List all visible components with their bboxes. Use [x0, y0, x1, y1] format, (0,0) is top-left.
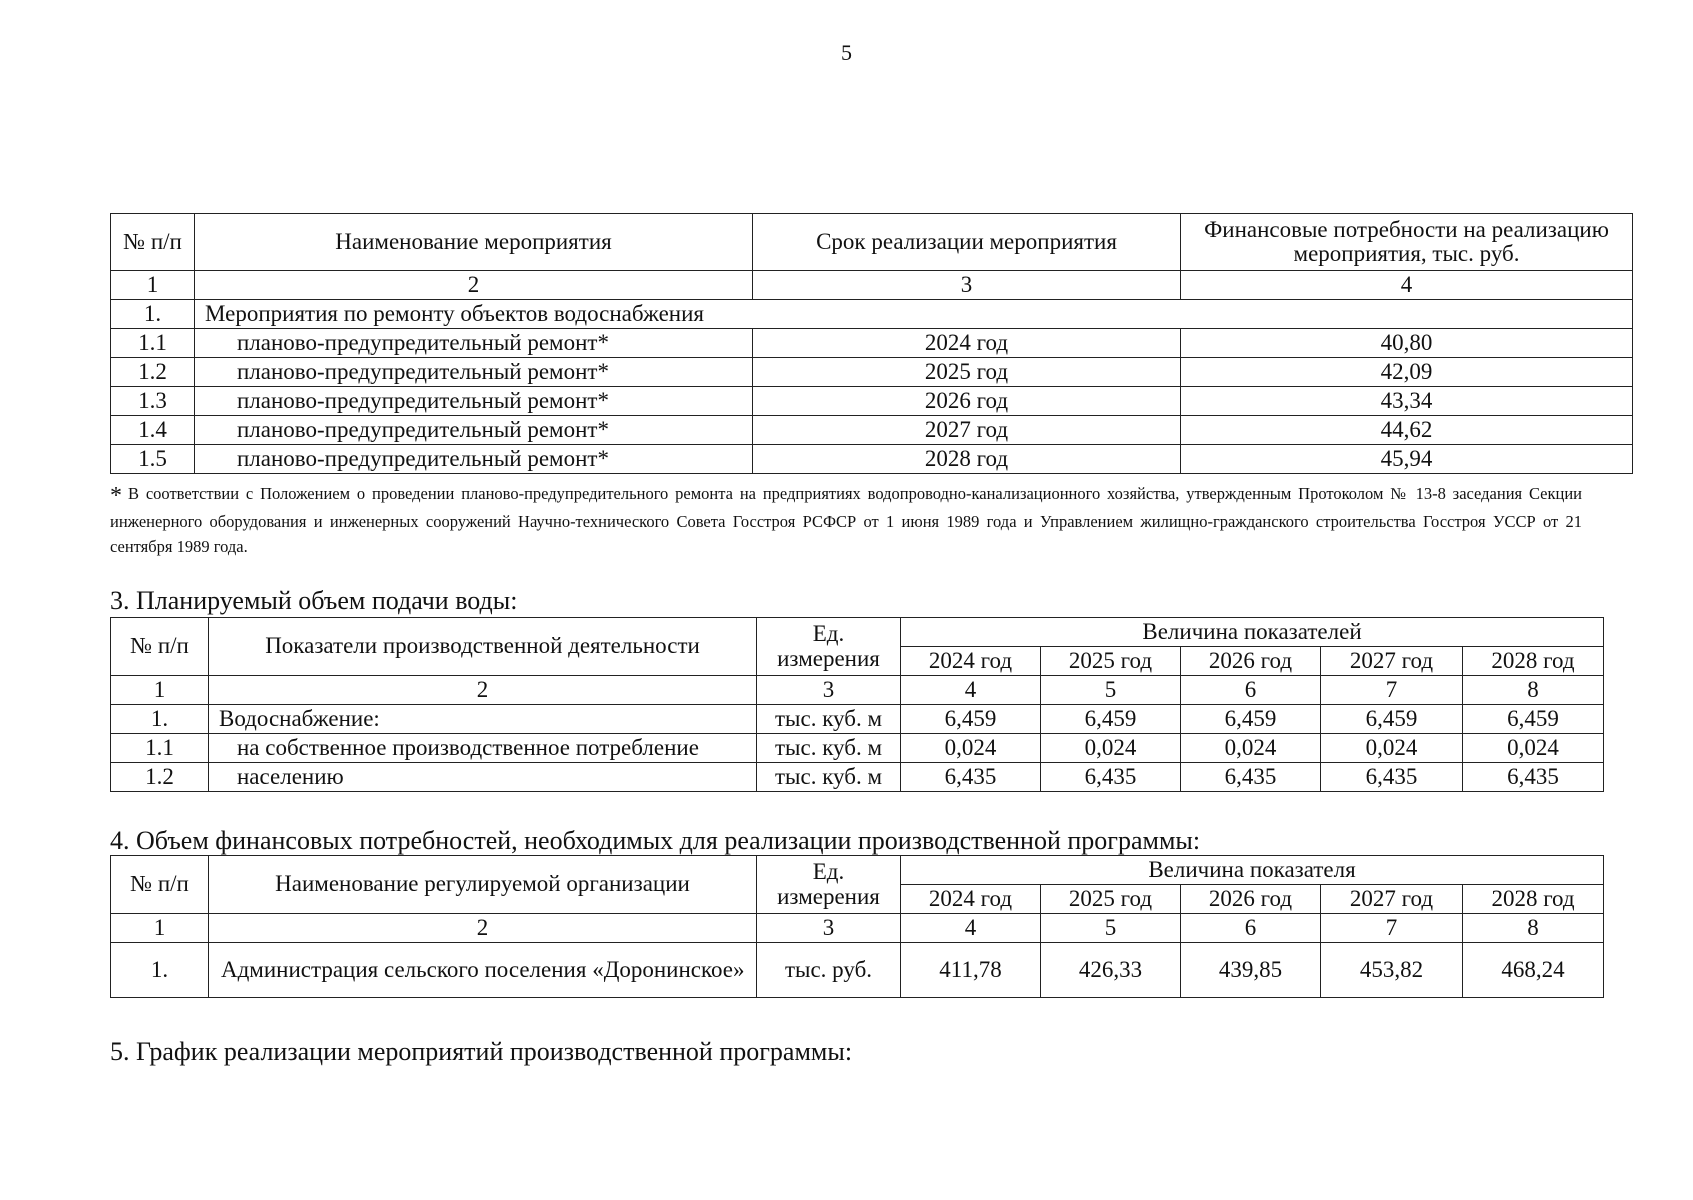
- row-value: 6,459: [1463, 705, 1604, 734]
- row-value: 453,82: [1321, 943, 1463, 998]
- table-row: [111, 705, 1604, 734]
- row-term: 2027 год: [753, 416, 1181, 445]
- row-value: 6,459: [1321, 705, 1463, 734]
- row-value: 6,435: [901, 763, 1041, 792]
- row-name: Водоснабжение:: [209, 705, 757, 734]
- row-term: 2026 год: [753, 387, 1181, 416]
- row-value: 0,024: [1321, 734, 1463, 763]
- row-name: планово-предупредительный ремонт*: [195, 329, 753, 358]
- section-num: 1.: [111, 300, 195, 329]
- col-number: 1: [111, 914, 209, 943]
- row-value: 6,435: [1181, 763, 1321, 792]
- row-value: 0,024: [901, 734, 1041, 763]
- header-year: 2024 год: [901, 885, 1041, 914]
- col-number: 8: [1463, 676, 1604, 705]
- col-number: 5: [1041, 676, 1181, 705]
- row-name: планово-предупредительный ремонт*: [195, 445, 753, 474]
- page-number: 5: [841, 40, 852, 65]
- row-num: 1.2: [111, 358, 195, 387]
- row-value: 6,459: [1181, 705, 1321, 734]
- header-year: 2028 год: [1463, 647, 1604, 676]
- row-num: 1.3: [111, 387, 195, 416]
- table-row: [111, 416, 1633, 445]
- row-num: 1.2: [111, 763, 209, 792]
- row-unit: тыс. руб.: [757, 943, 901, 998]
- col-number: 1: [111, 271, 195, 300]
- col-number: 1: [111, 676, 209, 705]
- col-number: 3: [753, 271, 1181, 300]
- row-term: 2028 год: [753, 445, 1181, 474]
- table-header-row: [111, 214, 1633, 271]
- row-name: на собственное производственное потребление: [209, 734, 757, 763]
- header-year: 2026 год: [1181, 647, 1321, 676]
- row-num: 1.: [111, 943, 209, 998]
- footnote-text: В соответствии с Положением о проведении планово-предупредительного ремонта на предприятиях водопроводно-канализационного хозяйства, утвержденным Протоколом № 13-8 заседания Секции инженерного оборудования и инженерных сооружений Научно-технического Совета Госстроя РСФСР от 1 июня 1989 года и Управлением жилищно-гражданского строительства Госстроя УССР от 21 сентября 1989 года.: [110, 484, 1582, 556]
- row-num: 1.1: [111, 329, 195, 358]
- header-year: 2027 год: [1321, 647, 1463, 676]
- col-number: 7: [1321, 914, 1463, 943]
- header-year: 2028 год: [1463, 885, 1604, 914]
- col-number: 8: [1463, 914, 1604, 943]
- col-number: 5: [1041, 914, 1181, 943]
- table-row: [111, 358, 1633, 387]
- col-number: 3: [757, 676, 901, 705]
- col-number: 7: [1321, 676, 1463, 705]
- row-value: 439,85: [1181, 943, 1321, 998]
- header-name: Показатели производственной деятельности: [209, 618, 757, 676]
- row-amount: 40,80: [1181, 329, 1633, 358]
- row-name: планово-предупредительный ремонт*: [195, 358, 753, 387]
- col-number: 2: [209, 676, 757, 705]
- section-4-heading: 4. Объем финансовых потребностей, необходимых для реализации производственной программы:: [110, 826, 1201, 855]
- table-row: [111, 387, 1633, 416]
- row-value: 468,24: [1463, 943, 1604, 998]
- row-name: планово-предупредительный ремонт*: [195, 416, 753, 445]
- header-year: 2026 год: [1181, 885, 1321, 914]
- footnote: [110, 481, 1582, 559]
- col-number: 4: [901, 676, 1041, 705]
- col-number: 4: [901, 914, 1041, 943]
- header-group: Величина показателей: [901, 618, 1604, 647]
- row-num: 1.: [111, 705, 209, 734]
- header-unit: Ед. измерения: [757, 856, 901, 914]
- financial-needs-table: [110, 855, 1604, 998]
- row-value: 0,024: [1463, 734, 1604, 763]
- row-num: 1.1: [111, 734, 209, 763]
- table-row: [111, 329, 1633, 358]
- col-number: 4: [1181, 271, 1633, 300]
- row-value: 0,024: [1181, 734, 1321, 763]
- header-year: 2025 год: [1041, 885, 1181, 914]
- water-supply-volume-table: [110, 617, 1604, 792]
- row-unit: тыс. куб. м: [757, 734, 901, 763]
- table-header-row: [111, 618, 1604, 647]
- header-num: № п/п: [111, 214, 195, 271]
- header-year: 2027 год: [1321, 885, 1463, 914]
- row-name: планово-предупредительный ремонт*: [195, 387, 753, 416]
- header-year: 2025 год: [1041, 647, 1181, 676]
- table-row: [111, 943, 1604, 998]
- row-value: 6,435: [1463, 763, 1604, 792]
- header-num: № п/п: [111, 618, 209, 676]
- table-row: [111, 445, 1633, 474]
- section-title: Мероприятия по ремонту объектов водоснабжения: [195, 300, 1633, 329]
- section-3-heading: 3. Планируемый объем подачи воды:: [110, 586, 518, 615]
- header-group: Величина показателя: [901, 856, 1604, 885]
- row-value: 6,435: [1321, 763, 1463, 792]
- row-unit: тыс. куб. м: [757, 763, 901, 792]
- header-term: Срок реализации мероприятия: [753, 214, 1181, 271]
- column-number-row: [111, 676, 1604, 705]
- header-name: Наименование регулируемой организации: [209, 856, 757, 914]
- header-name: Наименование мероприятия: [195, 214, 753, 271]
- table-header-row: [111, 856, 1604, 885]
- row-value: 426,33: [1041, 943, 1181, 998]
- col-number: 6: [1181, 676, 1321, 705]
- row-value: 0,024: [1041, 734, 1181, 763]
- row-name: населению: [209, 763, 757, 792]
- section-5-heading: 5. График реализации мероприятий производственной программы:: [110, 1037, 853, 1066]
- row-amount: 42,09: [1181, 358, 1633, 387]
- header-year: 2024 год: [901, 647, 1041, 676]
- header-amount: Финансовые потребности на реализацию мероприятия, тыс. руб.: [1181, 214, 1633, 271]
- row-num: 1.5: [111, 445, 195, 474]
- row-value: 6,459: [901, 705, 1041, 734]
- row-value: 6,459: [1041, 705, 1181, 734]
- row-amount: 43,34: [1181, 387, 1633, 416]
- col-number: 3: [757, 914, 901, 943]
- row-num: 1.4: [111, 416, 195, 445]
- header-unit: Ед. измерения: [757, 618, 901, 676]
- section-row: [111, 300, 1633, 329]
- header-num: № п/п: [111, 856, 209, 914]
- row-term: 2024 год: [753, 329, 1181, 358]
- footnote-mark: *: [110, 483, 122, 509]
- col-number: 6: [1181, 914, 1321, 943]
- column-number-row: [111, 914, 1604, 943]
- row-amount: 44,62: [1181, 416, 1633, 445]
- row-value: 411,78: [901, 943, 1041, 998]
- row-amount: 45,94: [1181, 445, 1633, 474]
- column-number-row: [111, 271, 1633, 300]
- table-row: [111, 734, 1604, 763]
- row-name: Администрация сельского поселения «Доронинское»: [209, 943, 757, 998]
- row-term: 2025 год: [753, 358, 1181, 387]
- row-value: 6,435: [1041, 763, 1181, 792]
- repair-measures-table: [110, 213, 1633, 474]
- row-unit: тыс. куб. м: [757, 705, 901, 734]
- col-number: 2: [209, 914, 757, 943]
- table-row: [111, 763, 1604, 792]
- col-number: 2: [195, 271, 753, 300]
